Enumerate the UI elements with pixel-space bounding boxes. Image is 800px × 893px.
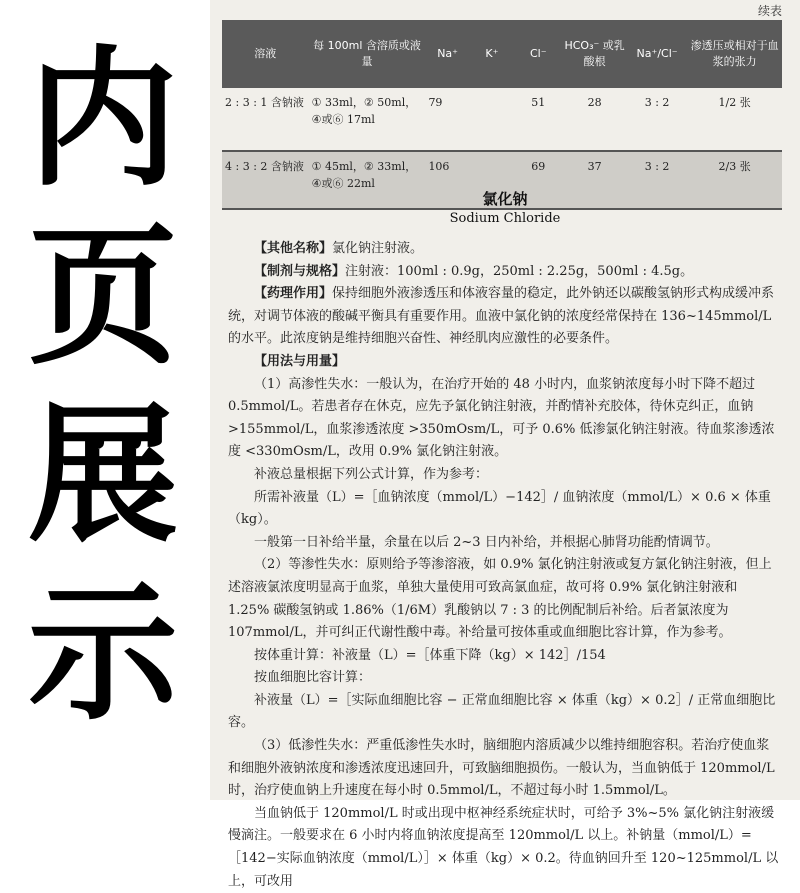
dosage-form-label: 【制剂与规格】 (254, 263, 346, 279)
book-page (210, 0, 800, 889)
header-content: 每 100ml 含溶质或液量 (309, 20, 426, 88)
usage-label: 【用法与用量】 (254, 353, 346, 369)
body-paragraph: 一般第一日补给半量，余量在以后 2~3 日内补给，并根据心肺肾功能酌情调节。 (254, 534, 719, 550)
pharmacology-label: 【药理作用】 (254, 286, 333, 302)
article-body (228, 238, 780, 893)
body-paragraph: （3）低渗性失水：严重低渗性失水时，脑细胞内溶质减少以维持细胞容积。若治疗使血浆和细胞外液钠浓度和渗透浓度迅速回升，可致脑细胞损伤。一般认为，当血钠低于 120mmol/L 时，治疗使血钠上升速度在每小时 0.5mmol/L，不超过每小时 1.5mmol/L。 (228, 738, 775, 799)
table-cell: ① 33ml，② 50ml，④或⑥ 17ml (309, 88, 426, 151)
other-names-text: 氯化钠注射液。 (332, 241, 424, 256)
table-cell: 51 (514, 88, 562, 151)
header-na: Na⁺ (425, 20, 469, 88)
header-solution: 溶液 (222, 20, 309, 88)
body-paragraph: 按血细胞比容计算： (254, 670, 372, 686)
body-paragraph: （2）等渗性失水：原则给予等渗溶液，如 0.9% 氯化钠注射液或复方氯化钠注射液，但上述溶液氯浓度明显高于血浆，单独大量使用可致高氯血症，故可将 0.9% 氯化钠注射液和 1.25% 碳酸氢钠或 1.86%（1/6M）乳酸钠以 7 : 3 的比例配制后补给。后者氯浓度为 107mmol/L，并可纠正代谢性酸中毒。补给量可按体重或血细胞比容计算，作为参考。 (228, 557, 772, 641)
header-cl: Cl⁻ (514, 20, 562, 88)
table-cell: 3 : 2 (627, 151, 687, 209)
usage-paragraph (228, 351, 780, 374)
dosage-form-text: 注射液：100ml : 0.9g，250ml : 2.25g，500ml : 4.5g。 (345, 263, 694, 279)
section-title-cn: 氯化钠 (482, 190, 528, 208)
table-cell: 28 (562, 88, 626, 151)
other-names-paragraph (228, 238, 780, 261)
body-paragraph: 补液总量根据下列公式计算，作为参考： (254, 466, 489, 482)
other-names-label: 【其他名称】 (254, 241, 333, 256)
table-cell: 3 : 2 (627, 88, 687, 151)
section-title-en: Sodium Chloride (449, 211, 561, 226)
continued-label: 续表 (757, 4, 782, 18)
header-na-cl: Na⁺/Cl⁻ (627, 20, 687, 88)
table-row (222, 88, 782, 151)
table-cell: 4 : 3 : 2 含钠液 (222, 151, 309, 209)
promo-banner (0, 0, 205, 800)
table-cell: 79 (425, 88, 469, 151)
table-cell: 1/2 张 (687, 88, 782, 151)
table-header-row (222, 20, 782, 88)
body-paragraph: 当血钠低于 120mmol/L 时或出现中枢神经系统症状时，可给予 3%~5% 氯化钠注射液缓慢滴注。一般要求在 6 小时内将血钠浓度提高至 120mmol/L 以上。补钠量（mmol/L）=［142−实际血钠浓度（mmol/L）］× 体重（kg）× 0.2。待血钠回升至 120~125mmol/L 以上，可改用 (228, 805, 779, 889)
formula-paragraph: 补液量（L）=［实际血细胞比容 − 正常血细胞比容 × 体重（kg）× 0.2］/ 正常血细胞比容。 (228, 692, 776, 731)
header-k: K⁺ (470, 20, 514, 88)
table-cell: ① 45ml，② 33ml，④或⑥ 22ml (309, 151, 426, 209)
pharmacology-paragraph (228, 283, 780, 351)
table-cell: 106 (425, 151, 469, 209)
formula-paragraph: 按体重计算：补液量（L）=［体重下降（kg）× 142］/154 (254, 647, 606, 663)
table-cell: 2 : 3 : 1 含钠液 (222, 88, 309, 151)
header-hco3: HCO₃⁻ 或乳酸根 (562, 20, 626, 88)
formula-paragraph: 所需补液量（L）=［血钠浓度（mmol/L）−142］/ 血钠浓度（mmol/L）× 0.6 × 体重（kg）。 (228, 489, 771, 528)
table-cell: 69 (514, 151, 562, 209)
table-cell: 2/3 张 (687, 151, 782, 209)
banner-char-4: 示 (28, 567, 179, 741)
dosage-form-paragraph (228, 261, 780, 284)
pharmacology-text: 保持细胞外液渗透压和体液容量的稳定，此外钠还以碳酸氢钠形式构成缓冲系统，对调节体液的酸碱平衡具有重要作用。血液中氯化钠的浓度经常保持在 136~145mmol/L 的水平。此浓度钠是维持细胞兴奋性、神经肌肉应激性的必要条件。 (228, 286, 775, 347)
body-paragraph: （1）高渗性失水：一般认为，在治疗开始的 48 小时内，血浆钠浓度每小时下降不超过 0.5mmol/L。若患者存在休克，应先予氯化钠注射液，并酌情补充胶体，待休克纠正，血钠 >155mmol/L，血浆渗透浓度 >350mOsm/L，可予 0.6% 低渗氯化钠注射液。待血浆渗透浓度 <330mOsm/L，改用 0.9% 氯化钠注射液。 (228, 376, 775, 460)
table-cell (470, 88, 514, 151)
table-cell: 37 (562, 151, 626, 209)
banner-char-1: 内 (28, 33, 179, 207)
banner-char-3: 展 (28, 389, 179, 563)
header-tonicity: 渗透压或相对于血浆的张力 (687, 20, 782, 88)
banner-char-2: 页 (28, 211, 179, 385)
solution-table (222, 20, 782, 210)
